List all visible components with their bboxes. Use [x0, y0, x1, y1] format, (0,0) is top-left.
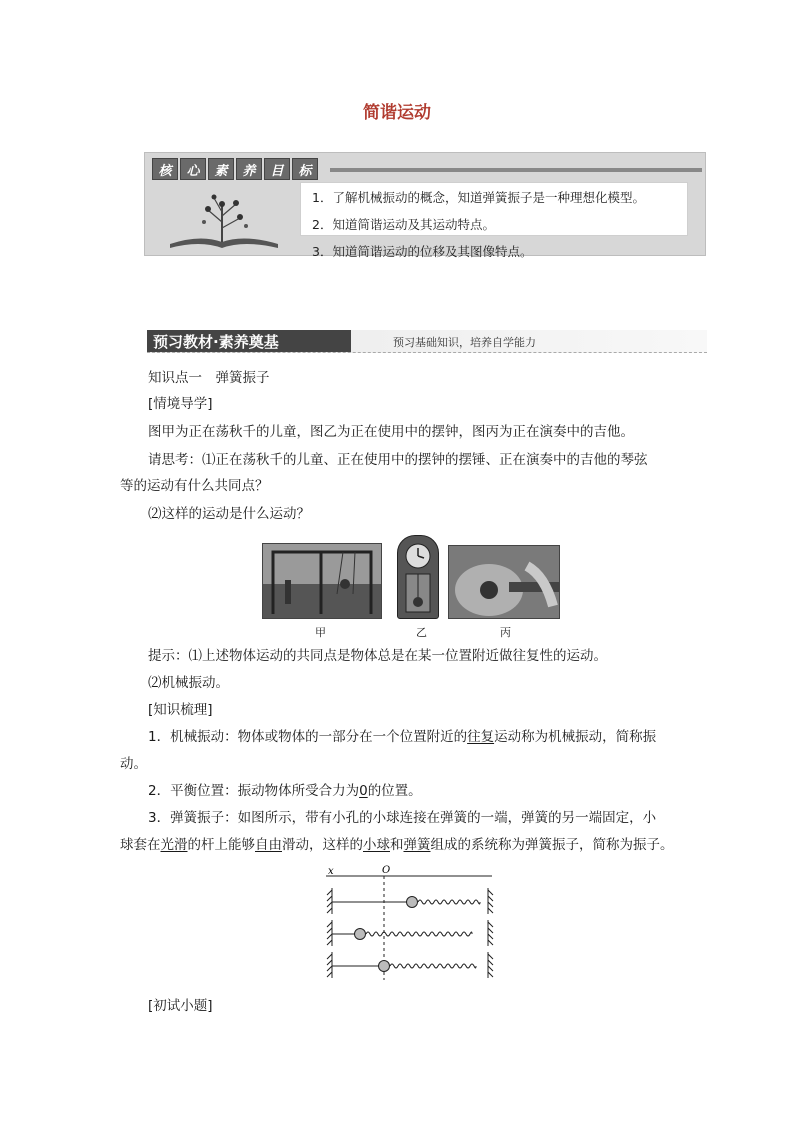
objective-item: 2．知道简谐运动及其运动特点。 — [312, 217, 495, 232]
objectives-rule — [330, 168, 702, 172]
pendulum-clock-photo — [397, 535, 439, 619]
objective-item: 1．了解机械振动的概念，知道弹簧振子是一种理想化模型。 — [312, 190, 645, 205]
objectives-tab: 养 — [236, 158, 262, 180]
question-text: 请思考：⑴正在荡秋千的儿童、正在使用中的摆钟的摆锤、正在演奏中的吉他的琴弦 — [148, 452, 648, 468]
definition-text: 3．弹簧振子：如图所示，带有小孔的小球连接在弹簧的一端，弹簧的另一端固定，小 — [148, 810, 657, 826]
photo-caption: 丙 — [500, 626, 511, 639]
section-banner-subtitle: 预习基础知识，培养自学能力 — [393, 336, 536, 349]
objectives-tab: 标 — [292, 158, 318, 180]
hint-text: ⑵机械振动。 — [148, 675, 229, 691]
sort-tag: [知识梳理] — [148, 702, 213, 718]
page-title: 简谐运动 — [363, 103, 431, 123]
question-text: 等的运动有什么共同点？ — [120, 478, 269, 494]
objective-item: 3．知道简谐运动的位移及其图像特点。 — [312, 244, 533, 259]
objectives-tab: 核 — [152, 158, 178, 180]
spring-oscillator-figure — [322, 860, 498, 982]
book-tree-illustration — [160, 182, 290, 252]
objectives-tab: 目 — [264, 158, 290, 180]
hint-text: 提示：⑴上述物体运动的共同点是物体总是在某一位置附近做往复性的运动。 — [148, 648, 607, 664]
knowledge-point-heading: 知识点一 弹簧振子 — [148, 370, 270, 386]
objectives-tab: 心 — [180, 158, 206, 180]
definition-text: 2．平衡位置：振动物体所受合力为0的位置。 — [148, 783, 422, 799]
try-tag: [初试小题] — [148, 998, 213, 1014]
question-text: ⑵这样的运动是什么运动？ — [148, 506, 310, 522]
guitar-photo — [448, 545, 560, 619]
definition-text: 1．机械振动：物体或物体的一部分在一个位置附近的往复运动称为机械振动，简称振 — [148, 729, 657, 745]
swing-photo — [262, 543, 382, 619]
scene-text: 图甲为正在荡秋千的儿童，图乙为正在使用中的摆钟，图丙为正在演奏中的吉他。 — [148, 424, 634, 440]
objectives-heading — [152, 158, 318, 180]
scene-tag: [情境导学] — [148, 396, 213, 412]
definition-text: 动。 — [120, 756, 147, 772]
definition-text: 球套在光滑的杆上能够自由滑动，这样的小球和弹簧组成的系统称为弹簧振子，简称为振子。 — [120, 837, 674, 853]
axis-label-x: x — [328, 866, 334, 877]
photo-caption: 甲 — [315, 626, 326, 639]
photo-caption: 乙 — [416, 626, 427, 639]
objectives-tab: 素 — [208, 158, 234, 180]
section-banner-title: 预习教材·素养奠基 — [147, 330, 351, 352]
origin-label: O — [382, 865, 391, 876]
